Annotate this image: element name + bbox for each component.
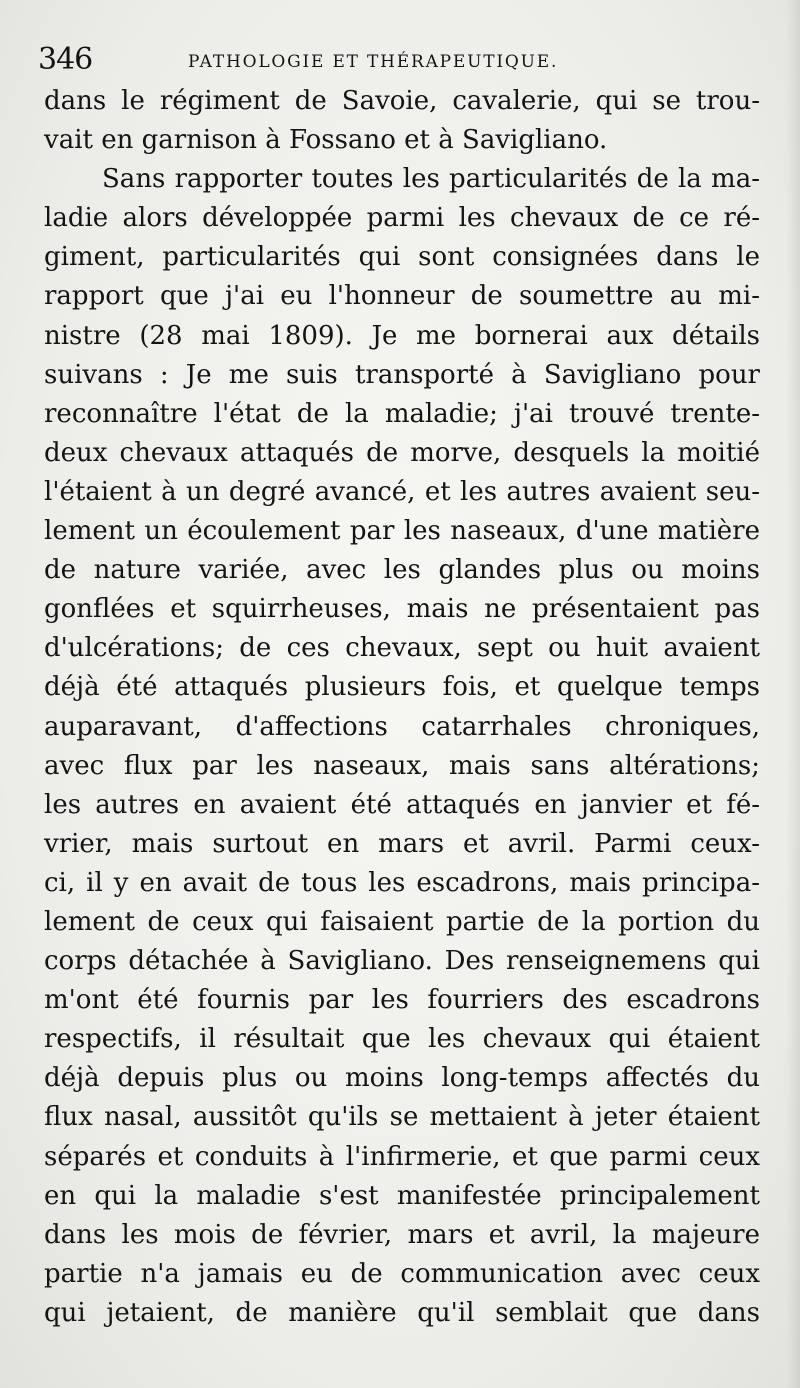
text-line: respectifs, il résultait que les chevaux qui étaient	[44, 1024, 760, 1055]
text-line: m'ont été fournis par les fourriers des escadrons	[44, 985, 760, 1016]
page-number: 346	[38, 42, 93, 77]
text-line: dans les mois de février, mars et avril, la majeure	[44, 1219, 760, 1250]
text-line: lement un écoulement par les naseaux, d'une matière	[44, 516, 760, 547]
text-line: giment, particularités qui sont consignées dans le	[44, 242, 760, 273]
paragraph	[44, 160, 760, 1333]
text-line: dans le régiment de Savoie, cavalerie, qui se trou-	[44, 86, 760, 116]
text-line: d'ulcérations; de ces chevaux, sept ou huit avaient	[44, 633, 760, 664]
body-text	[44, 82, 760, 1333]
text-line: qui jetaient, de manière qu'il semblait que dans	[44, 1297, 760, 1328]
text-line: deux chevaux attaqués de morve, desquels la moitié	[44, 437, 760, 468]
page-header	[38, 40, 758, 84]
text-line: de nature variée, avec les glandes plus ou moins	[44, 555, 760, 586]
text-line: auparavant, d'affections catarrhales chroniques,	[44, 711, 760, 742]
text-line: vrier, mais surtout en mars et avril. Parmi ceux-	[44, 828, 760, 859]
text-line: déjà depuis plus ou moins long-temps affectés du	[44, 1063, 760, 1094]
text-line: ladie alors développée parmi les chevaux de ce ré-	[44, 203, 760, 234]
text-line: vait en garnison à Fossano et à Savigliano.	[44, 125, 608, 156]
text-line: flux nasal, aussitôt qu'ils se mettaient à jeter étaient	[44, 1102, 760, 1133]
text-line: déjà été attaqués plusieurs fois, et quelque temps	[44, 672, 760, 703]
text-line: nistre (28 mai 1809). Je me bornerai aux détails	[44, 320, 760, 351]
text-line: corps détachée à Savigliano. Des renseignemens qui	[44, 946, 760, 977]
text-line: gonflées et squirrheuses, mais ne présentaient pas	[44, 594, 760, 625]
text-line: en qui la maladie s'est manifestée principalement	[44, 1180, 760, 1211]
text-line: rapport que j'ai eu l'honneur de soumettre au mi-	[44, 281, 760, 312]
text-line: partie n'a jamais eu de communication avec ceux	[44, 1258, 760, 1289]
paragraph	[44, 82, 760, 160]
text-line: suivans : Je me suis transporté à Savigliano pour	[44, 359, 760, 390]
text-line: lement de ceux qui faisaient partie de la portion du	[44, 906, 760, 937]
text-line: l'étaient à un degré avancé, et les autres avaient seu-	[44, 476, 760, 507]
text-line: avec flux par les naseaux, mais sans altérations;	[44, 750, 760, 781]
text-line: Sans rapporter toutes les particularités de la ma-	[102, 164, 760, 195]
text-line: séparés et conduits à l'infirmerie, et que parmi ceux	[44, 1141, 760, 1172]
text-line: ci, il y en avait de tous les escadrons, mais principa-	[44, 867, 760, 898]
running-head: PATHOLOGIE ET THÉRAPEUTIQUE.	[188, 52, 559, 72]
text-line: reconnaître l'état de la maladie; j'ai trouvé trente-	[44, 398, 760, 429]
text-line: les autres en avaient été attaqués en janvier et fé-	[44, 789, 760, 820]
page-edge-shadow	[786, 0, 800, 1388]
